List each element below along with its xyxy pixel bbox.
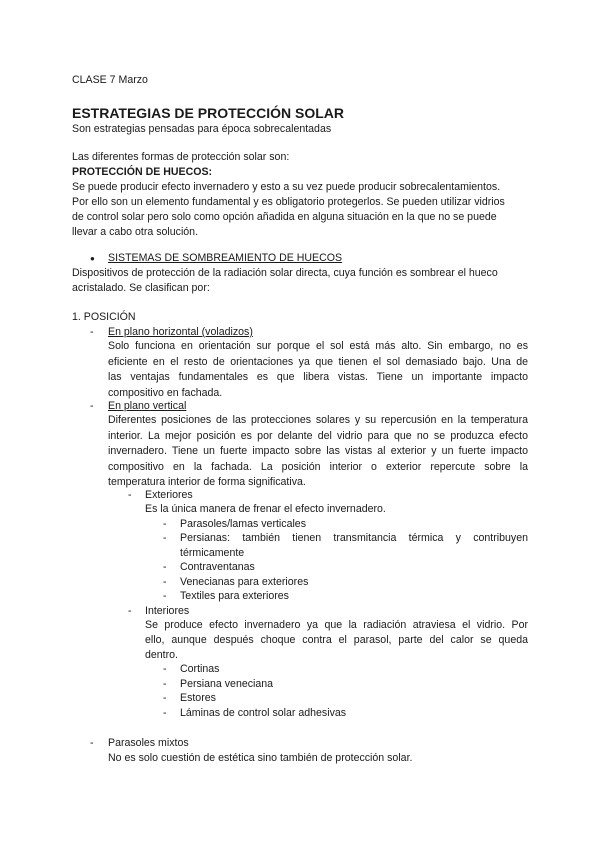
exteriores-item: Textiles para exteriores	[180, 590, 289, 602]
vertical-line: temperatura interior de forma significativa.	[108, 476, 306, 488]
exteriores-item: Venecianas para exteriores	[180, 576, 309, 588]
huecos-heading: PROTECCIÓN DE HUECOS:	[72, 166, 213, 178]
sombreamiento-line: Dispositivos de protección de la radiación solar directa, cuya función es sombrear el hueco	[72, 267, 498, 279]
dash-marker: -	[163, 678, 167, 690]
vertical-label: En plano vertical	[108, 400, 187, 412]
sombreamiento-heading: SISTEMAS DE SOMBREAMIENTO DE HUECOS	[108, 252, 343, 264]
dash-marker: -	[90, 326, 94, 338]
interiores-item: Cortinas	[180, 663, 220, 675]
exteriores-item: Parasoles/lamas verticales	[180, 518, 306, 530]
horizontal-line: compositivo en fachada.	[108, 386, 223, 399]
dash-marker: -	[163, 518, 167, 530]
vertical-line: compositivo en la fachada. La posición interior o exterior repercute sobre la	[108, 460, 528, 473]
dash-marker: -	[90, 737, 94, 749]
horizontal-line: las ventajas fundamentales es que libera vistas. Tiene un importante impacto	[108, 371, 528, 383]
intro-text: Las diferentes formas de protección solar son:	[72, 151, 290, 163]
mixtos-text: No es solo cuestión de estética sino también de protección solar.	[108, 752, 413, 764]
page-title: ESTRATEGIAS DE PROTECCIÓN SOLAR	[72, 105, 344, 121]
huecos-line: de control solar pero solo como opción añadida en alguna situación en la que no se puede	[72, 211, 497, 223]
huecos-line: Por ello son un elemento fundamental y es obligatorio protegerlos. Se pueden utilizar vidrios	[72, 196, 505, 208]
dash-marker: -	[128, 489, 132, 501]
huecos-line: Se puede producir efecto invernadero y esto a su vez puede producir sobrecalentamientos.	[72, 181, 501, 193]
interiores-line: dentro.	[145, 649, 178, 661]
dash-marker: -	[163, 707, 167, 719]
dash-marker: -	[128, 605, 132, 617]
subtitle: Son estrategias pensadas para época sobrecalentadas	[72, 123, 332, 135]
exteriores-text: Es la única manera de frenar el efecto invernadero.	[145, 503, 386, 515]
interiores-item: Láminas de control solar adhesivas	[180, 707, 347, 719]
interiores-item: Persiana veneciana	[180, 678, 274, 690]
exteriores-label: Exteriores	[145, 489, 193, 501]
dash-marker: -	[90, 400, 94, 412]
dash-marker: -	[163, 590, 167, 602]
dash-marker: -	[163, 561, 167, 573]
bullet-icon: ●	[90, 254, 95, 263]
interiores-item: Estores	[180, 692, 216, 704]
exteriores-item: Persianas: también tienen transmitancia térmica y contribuyen	[180, 532, 528, 544]
dash-marker: -	[163, 576, 167, 588]
horizontal-line: eficiente en el resto de orientaciones ya que tienen el sol demasiado bajo. Una de	[108, 355, 528, 368]
exteriores-item: Contraventanas	[180, 561, 255, 573]
mixtos-label: Parasoles mixtos	[108, 737, 189, 749]
interiores-label: Interiores	[145, 605, 190, 617]
class-date: CLASE 7 Marzo	[72, 74, 148, 86]
horizontal-label: En plano horizontal (voladizos)	[108, 326, 253, 338]
horizontal-line: Solo funciona en orientación sur porque el sol está más alto. Sin embargo, no es	[108, 340, 528, 352]
dash-marker: -	[163, 692, 167, 704]
vertical-line: invernadero. Tiene un fuerte impacto sobre las vistas al exterior y un fuerte impacto	[108, 445, 528, 457]
dash-marker: -	[163, 532, 167, 544]
interiores-line: Se produce efecto invernadero ya que la radiación atraviesa el vidrio. Por	[145, 619, 528, 631]
vertical-line: Diferentes posiciones de las protecciones solares y su repercusión en la temperatura	[108, 414, 528, 426]
horizontal-paragraph	[108, 339, 528, 401]
posicion-heading: 1. POSICIÓN	[72, 311, 136, 323]
exteriores-item-persianas	[180, 531, 528, 561]
interiores-paragraph	[145, 618, 528, 663]
vertical-paragraph	[108, 413, 528, 491]
dash-marker: -	[163, 663, 167, 675]
exteriores-item-continuation: térmicamente	[180, 547, 245, 559]
huecos-line: llevar a cabo otra solución.	[72, 226, 199, 238]
vertical-line: interior. La mejor posición es por delante del vidrio para que no se produzca efecto	[108, 429, 528, 442]
sombreamiento-line: acristalado. Se clasifican por:	[72, 282, 210, 294]
interiores-line: ello, aunque después choque contra el parasol, parte del calor se queda	[145, 634, 528, 646]
